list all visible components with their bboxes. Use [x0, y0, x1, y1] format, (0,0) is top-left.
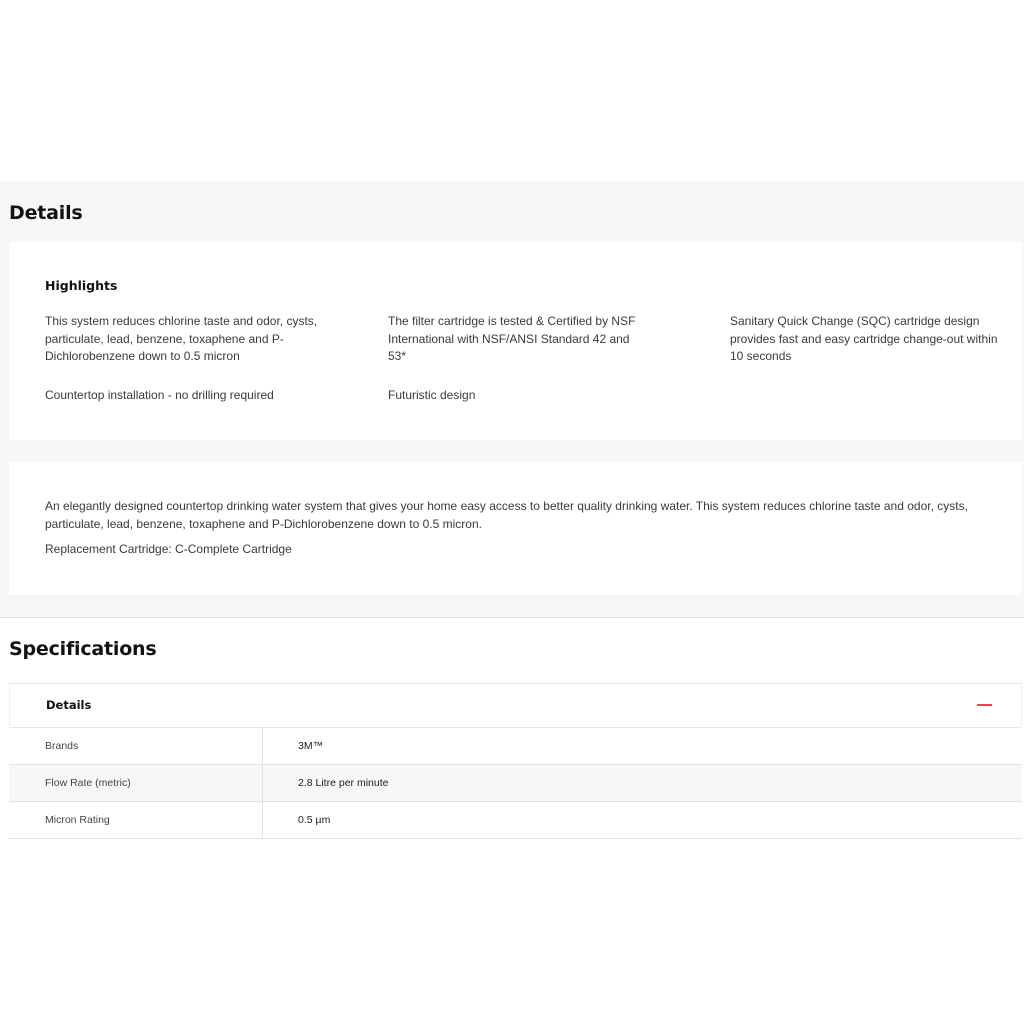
specifications-title: Specifications: [9, 638, 157, 660]
spec-divider: [262, 765, 263, 801]
product-description: An elegantly designed countertop drinking water system that gives your home easy access to better quality drinking water. This system reduces chlorine taste and odor, cysts, particulate, lead, benzene, toxaphene and P-Dichlorobenzene down to 0.5 micron.: [45, 499, 968, 531]
spec-divider: [262, 802, 263, 838]
spec-row-micron-rating: [9, 802, 1022, 839]
spec-value: 0.5 µm: [298, 814, 331, 826]
spec-row-brands: [9, 728, 1022, 765]
highlights-card: [9, 242, 1022, 440]
highlight-item: Countertop installation - no drilling required: [45, 388, 274, 402]
spec-row-flow-rate: [9, 765, 1022, 802]
minus-icon[interactable]: [977, 704, 992, 706]
details-section: [0, 181, 1024, 618]
spec-value: 3M™: [298, 740, 324, 752]
specifications-details-toggle[interactable]: [9, 684, 1022, 728]
highlight-item: Futuristic design: [388, 388, 476, 402]
highlight-item: Sanitary Quick Change (SQC) cartridge design provides fast and easy cartridge change-out within 10 seconds: [730, 314, 998, 363]
spec-value: 2.8 Litre per minute: [298, 777, 389, 789]
description-card: [9, 462, 1022, 595]
highlight-item: This system reduces chlorine taste and odor, cysts, particulate, lead, benzene, toxaphene and P-Dichlorobenzene down to 0.5 micron: [45, 314, 318, 363]
spec-key: Micron Rating: [45, 814, 110, 826]
spec-key: Brands: [45, 740, 79, 752]
spec-group-label: Details: [46, 698, 92, 712]
highlights-heading: Highlights: [45, 278, 118, 293]
spec-divider: [262, 728, 263, 764]
spec-key: Flow Rate (metric): [45, 777, 131, 789]
highlight-item: The filter cartridge is tested & Certified by NSF International with NSF/ANSI Standard 42 and 53*: [388, 314, 636, 363]
replacement-cartridge-text: Replacement Cartridge: C-Complete Cartridge: [45, 542, 292, 556]
details-title: Details: [9, 202, 83, 224]
specifications-table: [9, 683, 1022, 839]
